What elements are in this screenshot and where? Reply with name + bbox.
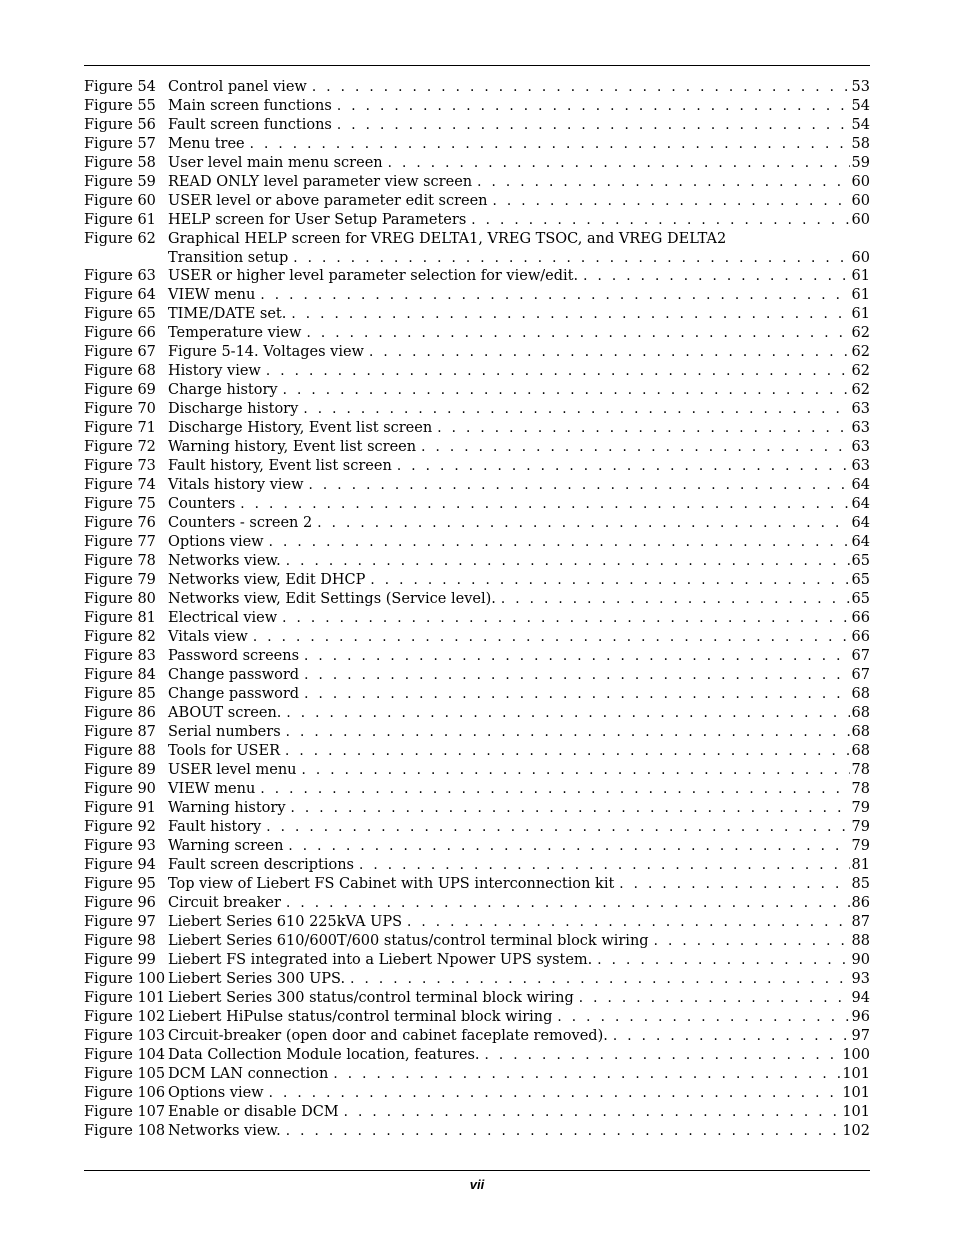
toc-entry[interactable] [84, 951, 870, 970]
footer-rule [84, 1170, 870, 1171]
figure-number: Figure 91 [84, 799, 156, 816]
toc-entry[interactable] [84, 400, 870, 419]
figure-number: Figure 70 [84, 400, 156, 417]
figure-title: Liebert Series 300 status/control terminal block wiring [168, 989, 574, 1006]
page-number: vii [469, 1177, 485, 1192]
figure-title: Enable or disable DCM [168, 1103, 339, 1120]
page-ref: 63 [851, 438, 870, 455]
figure-number: Figure 86 [84, 704, 156, 721]
dot-leader [432, 419, 850, 438]
dot-leader [608, 1027, 850, 1046]
page-ref: 67 [851, 647, 870, 664]
toc-entry[interactable] [84, 609, 870, 628]
figure-title: Main screen functions [168, 98, 332, 114]
dot-leader [365, 571, 850, 590]
figure-number: Figure 66 [84, 324, 156, 341]
toc-entry[interactable] [84, 1027, 870, 1046]
dot-leader [281, 552, 850, 571]
figure-number: Figure 78 [84, 552, 156, 569]
figure-number: Figure 57 [84, 136, 156, 152]
dot-leader [614, 875, 850, 894]
dot-leader [281, 1122, 843, 1141]
toc-entry[interactable] [84, 286, 870, 305]
dot-leader [354, 856, 850, 875]
figure-number: Figure 101 [84, 989, 166, 1006]
toc-entry[interactable] [84, 970, 870, 989]
page-ref: 54 [851, 117, 870, 133]
figure-title: Warning history, Event list screen [168, 438, 417, 455]
page-ref: 58 [851, 136, 870, 152]
toc-entry[interactable] [84, 1084, 870, 1103]
dot-leader [280, 742, 850, 761]
toc-entry[interactable] [84, 78, 870, 97]
figure-title: Serial numbers [168, 723, 281, 740]
toc-entry[interactable] [84, 211, 870, 230]
figure-number: Figure 69 [84, 381, 156, 398]
page-ref: 68 [851, 742, 870, 759]
page-ref: 64 [851, 514, 870, 531]
toc-entry[interactable] [84, 913, 870, 932]
page-ref: 63 [851, 457, 870, 474]
toc-entry[interactable] [84, 1122, 870, 1141]
figure-number: Figure 60 [84, 193, 156, 209]
figure-number: Figure 98 [84, 932, 156, 949]
figure-number: Figure 80 [84, 590, 156, 607]
page-ref: 101 [842, 1103, 870, 1120]
figure-title: Counters - screen 2 [168, 514, 313, 531]
dot-leader [261, 818, 850, 837]
dot-leader [264, 1084, 843, 1103]
figure-number: Figure 83 [84, 647, 156, 664]
toc-entry[interactable] [84, 1103, 870, 1122]
toc-entry[interactable] [84, 704, 870, 723]
dot-leader [264, 533, 850, 552]
page-ref: 61 [851, 267, 870, 284]
figure-number: Figure 61 [84, 212, 156, 228]
figure-number: Figure 58 [84, 155, 156, 171]
toc-entry[interactable] [84, 1046, 870, 1065]
figure-title: Discharge History, Event list screen [168, 419, 433, 436]
page-ref: 54 [851, 98, 870, 114]
figure-title: TIME/DATE set. [168, 305, 287, 322]
figure-title: Temperature view [168, 324, 302, 341]
figure-number: Figure 85 [84, 685, 156, 702]
figure-number: Figure 82 [84, 628, 156, 645]
figure-number: Figure 84 [84, 666, 156, 683]
page-ref: 94 [851, 989, 870, 1006]
dot-leader [339, 1103, 843, 1122]
dot-leader [255, 286, 850, 305]
figure-title: READ ONLY level parameter view screen [168, 174, 473, 190]
toc-entry[interactable] [84, 457, 870, 476]
figure-title: Networks view. [168, 552, 281, 569]
figure-number: Figure 68 [84, 362, 156, 379]
page-ref: 60 [851, 174, 870, 190]
page-ref: 62 [851, 343, 870, 360]
figure-number: Figure 65 [84, 305, 156, 322]
dot-leader [286, 799, 850, 818]
toc-entry[interactable] [84, 362, 870, 381]
dot-leader [466, 211, 850, 230]
dot-leader [328, 1065, 842, 1084]
dot-leader [281, 723, 850, 742]
dot-leader [248, 628, 850, 647]
figure-title: Liebert Series 610/600T/600 status/control terminal block wiring [168, 932, 649, 949]
toc-entry[interactable] [84, 742, 870, 761]
toc-entry[interactable] [84, 780, 870, 799]
toc-entry[interactable] [84, 875, 870, 894]
figure-title: Fault screen descriptions [168, 856, 354, 873]
dot-leader [277, 609, 850, 628]
figure-title: Circuit-breaker (open door and cabinet faceplate removed). [168, 1027, 608, 1044]
figure-title: Networks view, Edit DHCP [168, 571, 366, 588]
figure-number: Figure 103 [84, 1027, 166, 1044]
page-ref: 66 [851, 628, 870, 645]
page-ref: 65 [851, 571, 870, 588]
toc-entry[interactable] [84, 552, 870, 571]
figure-number: Figure 102 [84, 1008, 166, 1025]
figure-title: Vitals history view [168, 476, 304, 493]
dot-leader [283, 837, 850, 856]
dot-leader [281, 894, 850, 913]
dot-leader [301, 324, 850, 343]
figure-number: Figure 94 [84, 856, 156, 873]
figure-number: Figure 90 [84, 780, 156, 797]
figure-title: Networks view. [168, 1122, 281, 1139]
figure-number: Figure 74 [84, 476, 156, 493]
toc-entry[interactable] [84, 666, 870, 685]
figure-number: Figure 72 [84, 438, 156, 455]
dot-leader [299, 685, 850, 704]
figure-number: Figure 88 [84, 742, 156, 759]
figure-number: Figure 64 [84, 286, 156, 303]
figure-title: Liebert FS integrated into a Liebert Npower UPS system. [168, 951, 593, 968]
header-rule [84, 65, 870, 66]
figure-title: Liebert Series 610 225kVA UPS [168, 913, 403, 930]
page-ref: 66 [851, 609, 870, 626]
dot-leader [235, 495, 850, 514]
figure-number: Figure 55 [84, 98, 156, 114]
figure-number: Figure 59 [84, 174, 156, 190]
page-ref: 60 [851, 193, 870, 209]
dot-leader [345, 970, 850, 989]
dot-leader [480, 1046, 843, 1065]
toc-entry[interactable] [84, 856, 870, 875]
toc-entry[interactable] [84, 533, 870, 552]
figure-title: Change password [168, 685, 300, 702]
toc-entry[interactable] [84, 590, 870, 609]
figure-title: Networks view, Edit Settings (Service level). [168, 590, 496, 607]
figure-title: Fault history [168, 818, 262, 835]
page-ref: 85 [851, 875, 870, 892]
figure-number: Figure 107 [84, 1103, 166, 1120]
figure-number: Figure 87 [84, 723, 156, 740]
toc-entry[interactable] [84, 173, 870, 192]
page-ref: 86 [851, 894, 870, 911]
page-ref: 97 [851, 1027, 870, 1044]
dot-leader [286, 305, 850, 324]
page-ref: 62 [851, 381, 870, 398]
figure-number: Figure 63 [84, 267, 156, 284]
page-ref: 68 [851, 723, 870, 740]
toc-entry[interactable] [84, 230, 870, 267]
dot-leader [552, 1008, 850, 1027]
toc-entry[interactable] [84, 989, 870, 1008]
toc-entry[interactable] [84, 381, 870, 400]
figure-title: ABOUT screen. [168, 704, 282, 721]
dot-leader [578, 267, 850, 286]
toc-entry[interactable] [84, 476, 870, 495]
figure-title: Charge history [168, 381, 278, 398]
figure-number: Figure 104 [84, 1046, 166, 1063]
dot-leader [312, 514, 850, 533]
page-ref: 100 [842, 1046, 870, 1063]
dot-leader [299, 666, 850, 685]
toc-entry[interactable] [84, 97, 870, 116]
page-ref: 59 [851, 155, 870, 171]
toc-entry[interactable] [84, 514, 870, 533]
figure-number: Figure 96 [84, 894, 156, 911]
dot-leader [496, 590, 850, 609]
toc-entry[interactable] [84, 799, 870, 818]
page-ref: 60 [851, 212, 870, 228]
page-ref: 62 [851, 362, 870, 379]
page-ref: 53 [851, 79, 870, 95]
page-ref: 60 [851, 249, 870, 266]
figure-title: Circuit breaker [168, 894, 281, 911]
dot-leader [574, 989, 850, 1008]
figure-number: Figure 71 [84, 419, 156, 436]
dot-leader [304, 476, 850, 495]
toc-entry[interactable] [84, 723, 870, 742]
figure-title: DCM LAN connection [168, 1065, 329, 1082]
toc-entry[interactable] [84, 343, 870, 362]
page-ref: 101 [842, 1065, 870, 1082]
dot-leader [364, 343, 850, 362]
dot-leader [298, 400, 850, 419]
toc-entry[interactable] [84, 305, 870, 324]
figure-title: Fault screen functions [168, 117, 332, 133]
figure-title: Warning screen [168, 837, 284, 854]
dot-leader [472, 173, 850, 192]
figure-number: Figure 77 [84, 533, 156, 550]
toc-entry[interactable] [84, 192, 870, 211]
toc-entry[interactable] [84, 135, 870, 154]
figure-number: Figure 93 [84, 837, 156, 854]
figure-title: Menu tree [168, 136, 245, 152]
figure-title: Data Collection Module location, features. [168, 1046, 480, 1063]
page-ref: 63 [851, 419, 870, 436]
figure-number: Figure 73 [84, 457, 156, 474]
figure-title: Electrical view [168, 609, 278, 626]
toc-entry[interactable] [84, 628, 870, 647]
toc-entry[interactable] [84, 324, 870, 343]
figure-title: Vitals view [168, 628, 248, 645]
figure-title-first-line: Graphical HELP screen for VREG DELTA1, VREG TSOC, and VREG DELTA2 [168, 231, 727, 247]
dot-leader [245, 135, 850, 154]
page-ref: 78 [851, 761, 870, 778]
dot-leader [332, 97, 850, 116]
figure-title: HELP screen for User Setup Parameters [168, 212, 467, 228]
figure-title: Counters [168, 495, 236, 512]
page-ref: 87 [851, 913, 870, 930]
figure-number: Figure 89 [84, 761, 156, 778]
toc-entry[interactable] [84, 685, 870, 704]
toc-entry[interactable] [84, 116, 870, 135]
figure-title: User level main menu screen [168, 155, 383, 171]
dot-leader [261, 362, 850, 381]
page-ref: 78 [851, 780, 870, 797]
figure-title: Tools for USER [168, 742, 280, 759]
figure-number: Figure 79 [84, 571, 156, 588]
figure-title: VIEW menu [168, 780, 256, 797]
figure-title: Transition setup [168, 249, 289, 266]
toc-entry[interactable] [84, 818, 870, 837]
page-ref: 79 [851, 818, 870, 835]
toc-entry[interactable] [84, 438, 870, 457]
figure-number: Figure 99 [84, 951, 156, 968]
figure-number: Figure 56 [84, 117, 156, 133]
figure-number: Figure 67 [84, 343, 156, 360]
page-ref: 96 [851, 1008, 870, 1025]
figure-title: USER level menu [168, 761, 297, 778]
toc-entry[interactable] [84, 495, 870, 514]
dot-leader [383, 154, 850, 173]
page-ref: 67 [851, 666, 870, 683]
figure-number: Figure 75 [84, 495, 156, 512]
figure-title: Fault history, Event list screen [168, 457, 392, 474]
toc-entry[interactable] [84, 761, 870, 780]
dot-leader [288, 249, 850, 268]
dot-leader [402, 913, 850, 932]
dot-leader [488, 192, 850, 211]
page-ref: 62 [851, 324, 870, 341]
figure-title: USER level or above parameter edit screen [168, 193, 488, 209]
page-ref: 61 [851, 286, 870, 303]
toc-entry[interactable] [84, 267, 870, 286]
page-ref: 64 [851, 476, 870, 493]
toc-entry[interactable] [84, 932, 870, 951]
toc-entry[interactable] [84, 647, 870, 666]
toc-entry[interactable] [84, 571, 870, 590]
figure-number: Figure 76 [84, 514, 156, 531]
page-ref: 79 [851, 799, 870, 816]
page-ref: 101 [842, 1084, 870, 1101]
toc-entry[interactable] [84, 1008, 870, 1027]
figure-title: Warning history [168, 799, 286, 816]
figure-title: Change password [168, 666, 300, 683]
page-ref: 65 [851, 590, 870, 607]
dot-leader [649, 932, 850, 951]
page-ref: 90 [851, 951, 870, 968]
figure-number: Figure 97 [84, 913, 156, 930]
page-ref: 102 [842, 1122, 870, 1139]
dot-leader [592, 951, 850, 970]
figure-title: VIEW menu [168, 286, 256, 303]
figure-number: Figure 95 [84, 875, 156, 892]
list-of-figures [84, 78, 870, 1141]
page-ref: 68 [851, 704, 870, 721]
toc-entry[interactable] [84, 154, 870, 173]
toc-entry[interactable] [84, 1065, 870, 1084]
page-ref: 93 [851, 970, 870, 987]
figure-number: Figure 106 [84, 1084, 166, 1101]
figure-title: Liebert Series 300 UPS. [168, 970, 346, 987]
dot-leader [278, 381, 850, 400]
dot-leader [307, 78, 850, 97]
figure-title: Discharge history [168, 400, 299, 417]
figure-title: Options view [168, 1084, 264, 1101]
figure-number: Figure 81 [84, 609, 156, 626]
page-ref: 63 [851, 400, 870, 417]
figure-title: Top view of Liebert FS Cabinet with UPS interconnection kit [168, 875, 615, 892]
dot-leader [297, 761, 850, 780]
figure-number: Figure 100 [84, 970, 166, 987]
figure-number: Figure 54 [84, 79, 156, 95]
figure-title: USER or higher level parameter selection for view/edit. [168, 267, 579, 284]
toc-entry[interactable] [84, 894, 870, 913]
figure-number: Figure 108 [84, 1122, 166, 1139]
figure-title: History view [168, 362, 261, 379]
toc-entry[interactable] [84, 837, 870, 856]
dot-leader [281, 704, 850, 723]
page-ref: 81 [851, 856, 870, 873]
figure-title: Options view [168, 533, 264, 550]
page-ref: 88 [851, 932, 870, 949]
dot-leader [392, 457, 850, 476]
dot-leader [255, 780, 850, 799]
page-ref: 61 [851, 305, 870, 322]
page-ref: 64 [851, 495, 870, 512]
figure-title: Figure 5-14. Voltages view [168, 343, 364, 360]
dot-leader [332, 116, 850, 135]
figure-title: Liebert HiPulse status/control terminal block wiring [168, 1008, 553, 1025]
figure-title: Control panel view [168, 79, 307, 95]
figure-number: Figure 62 [84, 231, 156, 247]
page-ref: 68 [851, 685, 870, 702]
figure-title: Password screens [168, 647, 300, 664]
dot-leader [416, 438, 850, 457]
figure-number: Figure 105 [84, 1065, 166, 1082]
dot-leader [299, 647, 850, 666]
toc-entry[interactable] [84, 419, 870, 438]
page-ref: 79 [851, 837, 870, 854]
page-ref: 64 [851, 533, 870, 550]
figure-number: Figure 92 [84, 818, 156, 835]
page-ref: 65 [851, 552, 870, 569]
